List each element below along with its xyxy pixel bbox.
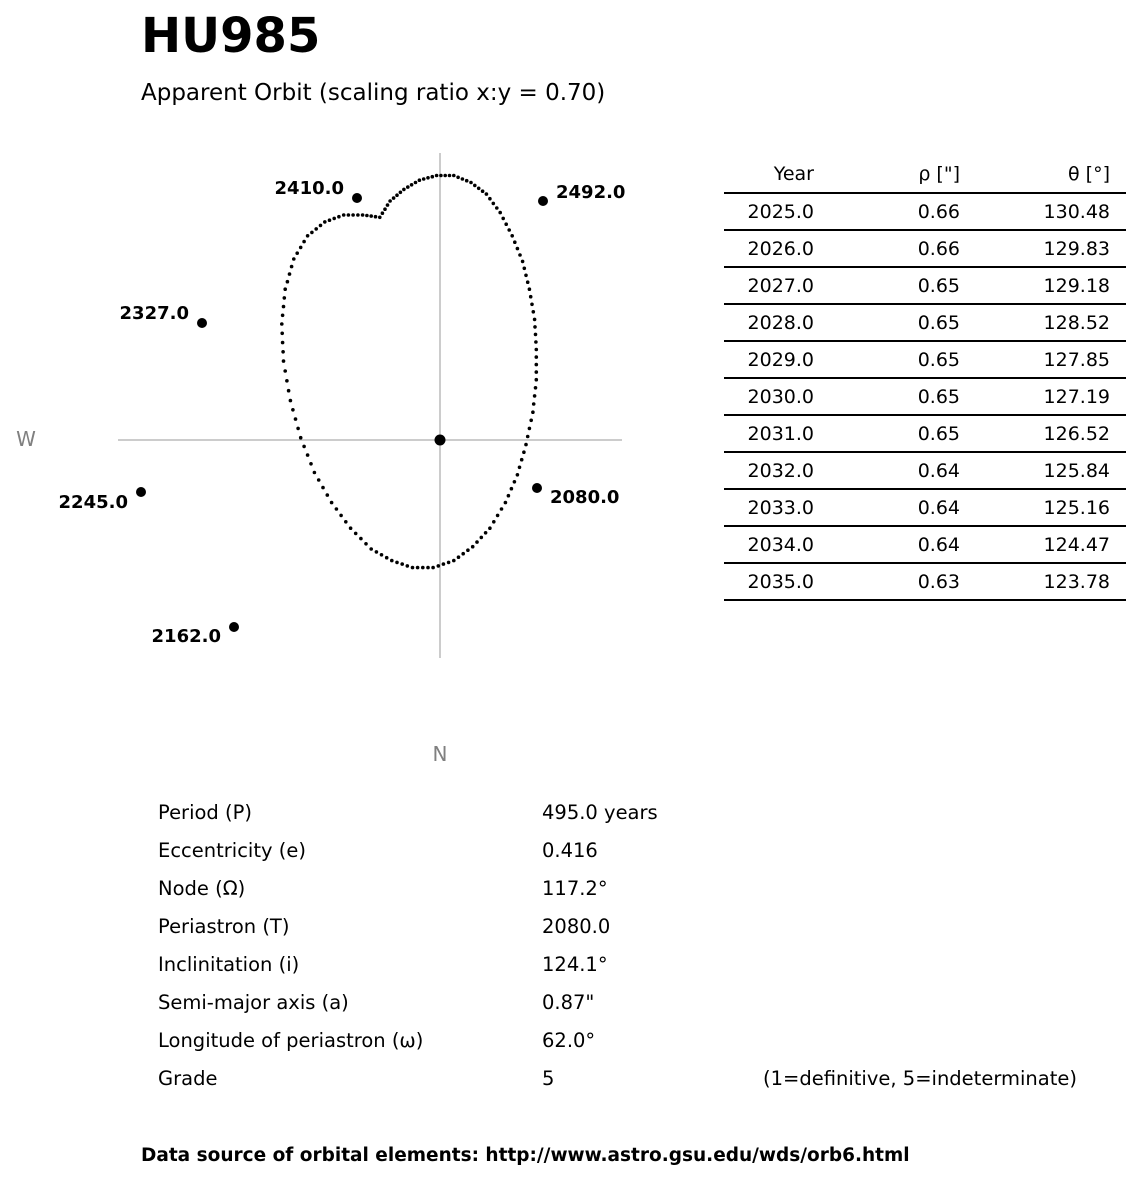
- orbit-dot: [507, 494, 511, 498]
- orbit-dot: [526, 435, 530, 439]
- orbit-dot: [520, 458, 524, 462]
- year-cell: 2032.0: [724, 452, 830, 489]
- year-cell: 2030.0: [724, 378, 830, 415]
- orbit-dot: [492, 520, 496, 524]
- orbit-dot: [522, 450, 526, 454]
- orbit-dot: [402, 188, 406, 192]
- theta-cell: 125.84: [976, 452, 1126, 489]
- year-cell: 2033.0: [724, 489, 830, 526]
- orbit-dot: [431, 175, 435, 179]
- orbit-dot: [529, 419, 533, 423]
- orbit-dot: [524, 274, 528, 278]
- orbit-dot: [365, 214, 369, 218]
- theta-column-header: θ [°]: [976, 156, 1126, 193]
- rho-cell: 0.64: [830, 526, 976, 563]
- year-cell: 2034.0: [724, 526, 830, 563]
- orbit-dot: [369, 547, 373, 551]
- orbit-dot: [501, 217, 505, 221]
- year-cell: 2025.0: [724, 193, 830, 230]
- year-cell: 2027.0: [724, 267, 830, 304]
- orbit-dot: [485, 192, 489, 196]
- rho-cell: 0.65: [830, 378, 976, 415]
- element-name: Semi-major axis (a): [158, 991, 349, 1014]
- table-row: [724, 415, 1126, 452]
- element-name: Periastron (T): [158, 915, 290, 938]
- orbit-dot: [456, 176, 460, 180]
- theta-cell: 126.52: [976, 415, 1126, 452]
- orbit-dot: [388, 199, 392, 203]
- year-column-header: Year: [724, 156, 830, 193]
- orbit-dot: [535, 363, 539, 367]
- orbit-dot: [534, 333, 538, 337]
- orbit-dot: [328, 218, 332, 222]
- orbit-dot: [535, 348, 539, 352]
- theta-cell: 123.78: [976, 563, 1126, 600]
- page-title: HU985: [141, 8, 321, 64]
- orbit-dot: [457, 555, 461, 559]
- orbit-dot: [302, 240, 306, 244]
- orbit-dot: [443, 174, 447, 178]
- orbit-dot: [533, 318, 537, 322]
- orbit-dot: [526, 280, 530, 284]
- element-name: Node (Ω): [158, 877, 246, 900]
- orbit-dot: [288, 272, 292, 276]
- orbit-dot: [535, 355, 539, 359]
- theta-cell: 128.52: [976, 304, 1126, 341]
- orbit-dot: [344, 520, 348, 524]
- orbit-dot: [317, 478, 321, 482]
- table-row: [724, 526, 1126, 563]
- orbit-dot: [339, 514, 343, 518]
- theta-cell: 127.19: [976, 378, 1126, 415]
- rho-cell: 0.65: [830, 267, 976, 304]
- year-cell: 2026.0: [724, 230, 830, 267]
- element-row: [158, 831, 1118, 869]
- rho-cell: 0.65: [830, 304, 976, 341]
- orbit-dot: [473, 184, 477, 188]
- element-value: 2080.0: [542, 915, 611, 938]
- orbit-dot: [431, 566, 435, 570]
- orbit-dot: [418, 178, 422, 182]
- orbit-dot: [310, 231, 314, 235]
- orbit-dot: [461, 552, 465, 556]
- rho-cell: 0.65: [830, 341, 976, 378]
- orbit-dot: [383, 207, 387, 211]
- orbit-dot: [392, 196, 396, 200]
- theta-cell: 129.18: [976, 267, 1126, 304]
- year-cell: 2029.0: [724, 341, 830, 378]
- table-row: [724, 267, 1126, 304]
- orbit-dot: [356, 213, 360, 217]
- orbit-dot: [411, 566, 415, 570]
- orbit-dot: [484, 531, 488, 535]
- orbit-dot: [481, 189, 485, 193]
- table-row: [724, 193, 1126, 230]
- orbit-dot: [285, 379, 289, 383]
- orbit-path: [280, 174, 538, 570]
- orbit-dot: [532, 310, 536, 314]
- orbit-dot: [500, 507, 504, 511]
- element-row: [158, 907, 1118, 945]
- element-row: [158, 869, 1118, 907]
- year-cell: 2028.0: [724, 304, 830, 341]
- orbit-dot: [385, 556, 389, 560]
- epoch-label: 2162.0: [151, 626, 221, 647]
- orbit-dot: [416, 566, 420, 570]
- orbit-dot: [351, 213, 355, 217]
- orbit-dot: [295, 251, 299, 255]
- orbit-dot: [306, 453, 310, 457]
- orbit-dot: [492, 202, 496, 206]
- orbit-dot: [375, 550, 379, 554]
- orbit-dot: [289, 399, 293, 403]
- orbit-dot: [518, 253, 522, 257]
- orbit-dot: [510, 487, 514, 491]
- orbit-dot: [516, 247, 520, 251]
- orbit-dot: [281, 350, 285, 354]
- table-row: [724, 378, 1126, 415]
- rho-cell: 0.65: [830, 415, 976, 452]
- orbit-dot: [361, 213, 365, 217]
- theta-cell: 124.47: [976, 526, 1126, 563]
- orbit-dot: [281, 314, 285, 318]
- orbit-dot: [435, 174, 439, 178]
- orbit-dot: [452, 559, 456, 563]
- table-row: [724, 341, 1126, 378]
- orbit-dot: [447, 561, 451, 565]
- orbit-dot: [399, 191, 403, 195]
- orbit-dot: [521, 260, 525, 264]
- orbit-dot: [507, 228, 511, 232]
- orbit-dot: [347, 213, 351, 217]
- epoch-marker: [532, 483, 542, 493]
- orbit-dot: [469, 181, 473, 185]
- element-row: [158, 945, 1118, 983]
- orbit-dot: [299, 246, 303, 250]
- theta-cell: 129.83: [976, 230, 1126, 267]
- orbit-dot: [475, 540, 479, 544]
- orbit-dot: [524, 443, 528, 447]
- orbit-dot: [414, 181, 418, 185]
- orbit-dot: [332, 217, 336, 221]
- table-row: [724, 452, 1126, 489]
- year-cell: 2031.0: [724, 415, 830, 452]
- orbit-dot: [496, 514, 500, 518]
- orbit-dot: [281, 341, 285, 345]
- orbit-dot: [342, 213, 346, 217]
- epoch-marker: [136, 487, 146, 497]
- orbit-dot: [529, 295, 533, 299]
- orbit-dot: [283, 369, 287, 373]
- rho-cell: 0.66: [830, 193, 976, 230]
- epoch-marker: [229, 622, 239, 632]
- orbit-dot: [282, 305, 286, 309]
- epoch-markers: [59, 178, 626, 647]
- orbit-dot: [290, 265, 294, 269]
- orbit-dot: [299, 436, 303, 440]
- orbit-dot: [426, 176, 430, 180]
- theta-cell: 127.85: [976, 341, 1126, 378]
- orbit-dot: [294, 417, 298, 421]
- orbit-dot: [534, 386, 538, 390]
- orbit-dot: [495, 206, 499, 210]
- orbit-dot: [406, 564, 410, 568]
- orbit-dot: [283, 287, 287, 291]
- table-row: [724, 563, 1126, 600]
- orbit-dot: [400, 562, 404, 566]
- element-value: 62.0°: [542, 1029, 596, 1052]
- epoch-label: 2327.0: [119, 303, 189, 324]
- orbit-dot: [330, 501, 334, 505]
- orbit-dot: [381, 211, 385, 215]
- grade-note: (1=definitive, 5=indeterminate): [763, 1067, 1077, 1090]
- epoch-marker: [197, 318, 207, 328]
- orbit-dot: [406, 185, 410, 189]
- orbit-dot: [528, 287, 532, 291]
- element-name: Grade: [158, 1067, 218, 1090]
- orbit-dot: [286, 280, 290, 284]
- orbit-dot: [471, 545, 475, 549]
- north-direction-label: N: [432, 742, 448, 766]
- orbit-dot: [390, 559, 394, 563]
- orbit-dot: [422, 177, 426, 181]
- year-cell: 2035.0: [724, 563, 830, 600]
- orbit-dot: [528, 427, 532, 431]
- orbit-dot: [395, 193, 399, 197]
- orbit-dot: [513, 240, 517, 244]
- orbit-dot: [306, 234, 310, 238]
- orbit-dot: [533, 394, 537, 398]
- element-row: [158, 983, 1118, 1021]
- orbit-dot: [296, 427, 300, 431]
- orbit-dot: [513, 480, 517, 484]
- ephemeris-header-row: [724, 156, 1126, 193]
- rho-cell: 0.66: [830, 230, 976, 267]
- orbit-dot: [395, 561, 399, 565]
- orbit-dot: [287, 389, 291, 393]
- ephemeris-table: [724, 156, 1126, 601]
- orbit-dot: [321, 486, 325, 490]
- element-value: 495.0 years: [542, 801, 658, 824]
- orbit-dot: [488, 197, 492, 201]
- orbit-dot: [518, 466, 522, 470]
- chart-subtitle: Apparent Orbit (scaling ratio x:y = 0.70): [141, 80, 606, 106]
- orbit-dot: [498, 211, 502, 215]
- epoch-label: 2492.0: [556, 182, 626, 203]
- orbit-dot: [335, 507, 339, 511]
- element-row: [158, 1059, 1118, 1097]
- epoch-marker: [538, 196, 548, 206]
- orbit-dot: [359, 537, 363, 541]
- orbit-dot: [292, 257, 296, 261]
- table-row: [724, 230, 1126, 267]
- orbit-dot: [480, 536, 484, 540]
- orbit-dot: [280, 322, 284, 326]
- orbit-dot: [369, 214, 373, 218]
- epoch-label: 2410.0: [274, 178, 344, 199]
- element-row: [158, 1021, 1118, 1059]
- element-name: Eccentricity (e): [158, 839, 306, 862]
- orbit-dot: [523, 267, 527, 271]
- orbit-dot: [323, 220, 327, 224]
- element-row: [158, 793, 1118, 831]
- orbit-dot: [309, 462, 313, 466]
- orbit-dot: [488, 526, 492, 530]
- orbit-dot: [374, 215, 378, 219]
- orbit-dot: [280, 332, 284, 336]
- orbit-dot: [282, 359, 286, 363]
- orbit-dot: [313, 471, 317, 475]
- element-value: 124.1°: [542, 953, 608, 976]
- data-source-note: Data source of orbital elements: http://www.astro.gsu.edu/wds/orb6.html: [141, 1145, 910, 1166]
- orbit-dot: [378, 216, 382, 220]
- orbit-dot: [466, 548, 470, 552]
- element-value: 5: [542, 1067, 555, 1090]
- rho-column-header: ρ ["]: [830, 156, 976, 193]
- orbit-dot: [386, 203, 390, 207]
- orbit-dot: [530, 303, 534, 307]
- table-row: [724, 489, 1126, 526]
- orbit-dot: [448, 174, 452, 178]
- orbit-dot: [534, 340, 538, 344]
- orbit-dot: [326, 493, 330, 497]
- element-name: Longitude of periastron (ω): [158, 1029, 424, 1052]
- rho-cell: 0.64: [830, 489, 976, 526]
- element-value: 117.2°: [542, 877, 608, 900]
- orbit-dot: [504, 222, 508, 226]
- orbit-dot: [319, 224, 323, 228]
- theta-cell: 125.16: [976, 489, 1126, 526]
- orbit-dot: [533, 325, 537, 329]
- orbit-dot: [283, 296, 287, 300]
- orbit-dot: [452, 174, 456, 178]
- epoch-label: 2080.0: [550, 487, 620, 508]
- orbit-dot: [380, 553, 384, 557]
- epoch-marker: [352, 193, 362, 203]
- orbit-dot: [535, 378, 539, 382]
- epoch-label: 2245.0: [58, 492, 128, 513]
- element-name: Period (P): [158, 801, 252, 824]
- orbit-dot: [437, 564, 441, 568]
- orbit-dot: [477, 187, 481, 191]
- orbital-elements: [158, 793, 1118, 1097]
- element-name: Inclinitation (i): [158, 953, 300, 976]
- orbit-dot: [314, 227, 318, 231]
- primary-star-marker: [435, 435, 446, 446]
- orbit-dot: [461, 177, 465, 181]
- orbit-dot: [465, 179, 469, 183]
- west-direction-label: W: [16, 427, 36, 451]
- orbit-dot: [349, 526, 353, 530]
- orbit-dot: [504, 501, 508, 505]
- orbit-dot: [410, 183, 414, 187]
- orbit-dot: [516, 473, 520, 477]
- orbit-dot: [535, 370, 539, 374]
- theta-cell: 130.48: [976, 193, 1126, 230]
- rho-cell: 0.63: [830, 563, 976, 600]
- orbit-dot: [302, 445, 306, 449]
- rho-cell: 0.64: [830, 452, 976, 489]
- element-value: 0.87": [542, 991, 595, 1014]
- orbit-dot: [421, 566, 425, 570]
- orbit-dot: [439, 174, 443, 178]
- orbit-dot: [442, 562, 446, 566]
- table-row: [724, 304, 1126, 341]
- orbit-dot: [532, 402, 536, 406]
- orbit-dot: [531, 410, 535, 414]
- orbit-dot: [354, 532, 358, 536]
- orbit-dot: [364, 542, 368, 546]
- orbit-dot: [291, 408, 295, 412]
- orbit-dot: [337, 215, 341, 219]
- element-value: 0.416: [542, 839, 598, 862]
- orbit-dot: [510, 234, 514, 238]
- orbit-dot: [426, 566, 430, 570]
